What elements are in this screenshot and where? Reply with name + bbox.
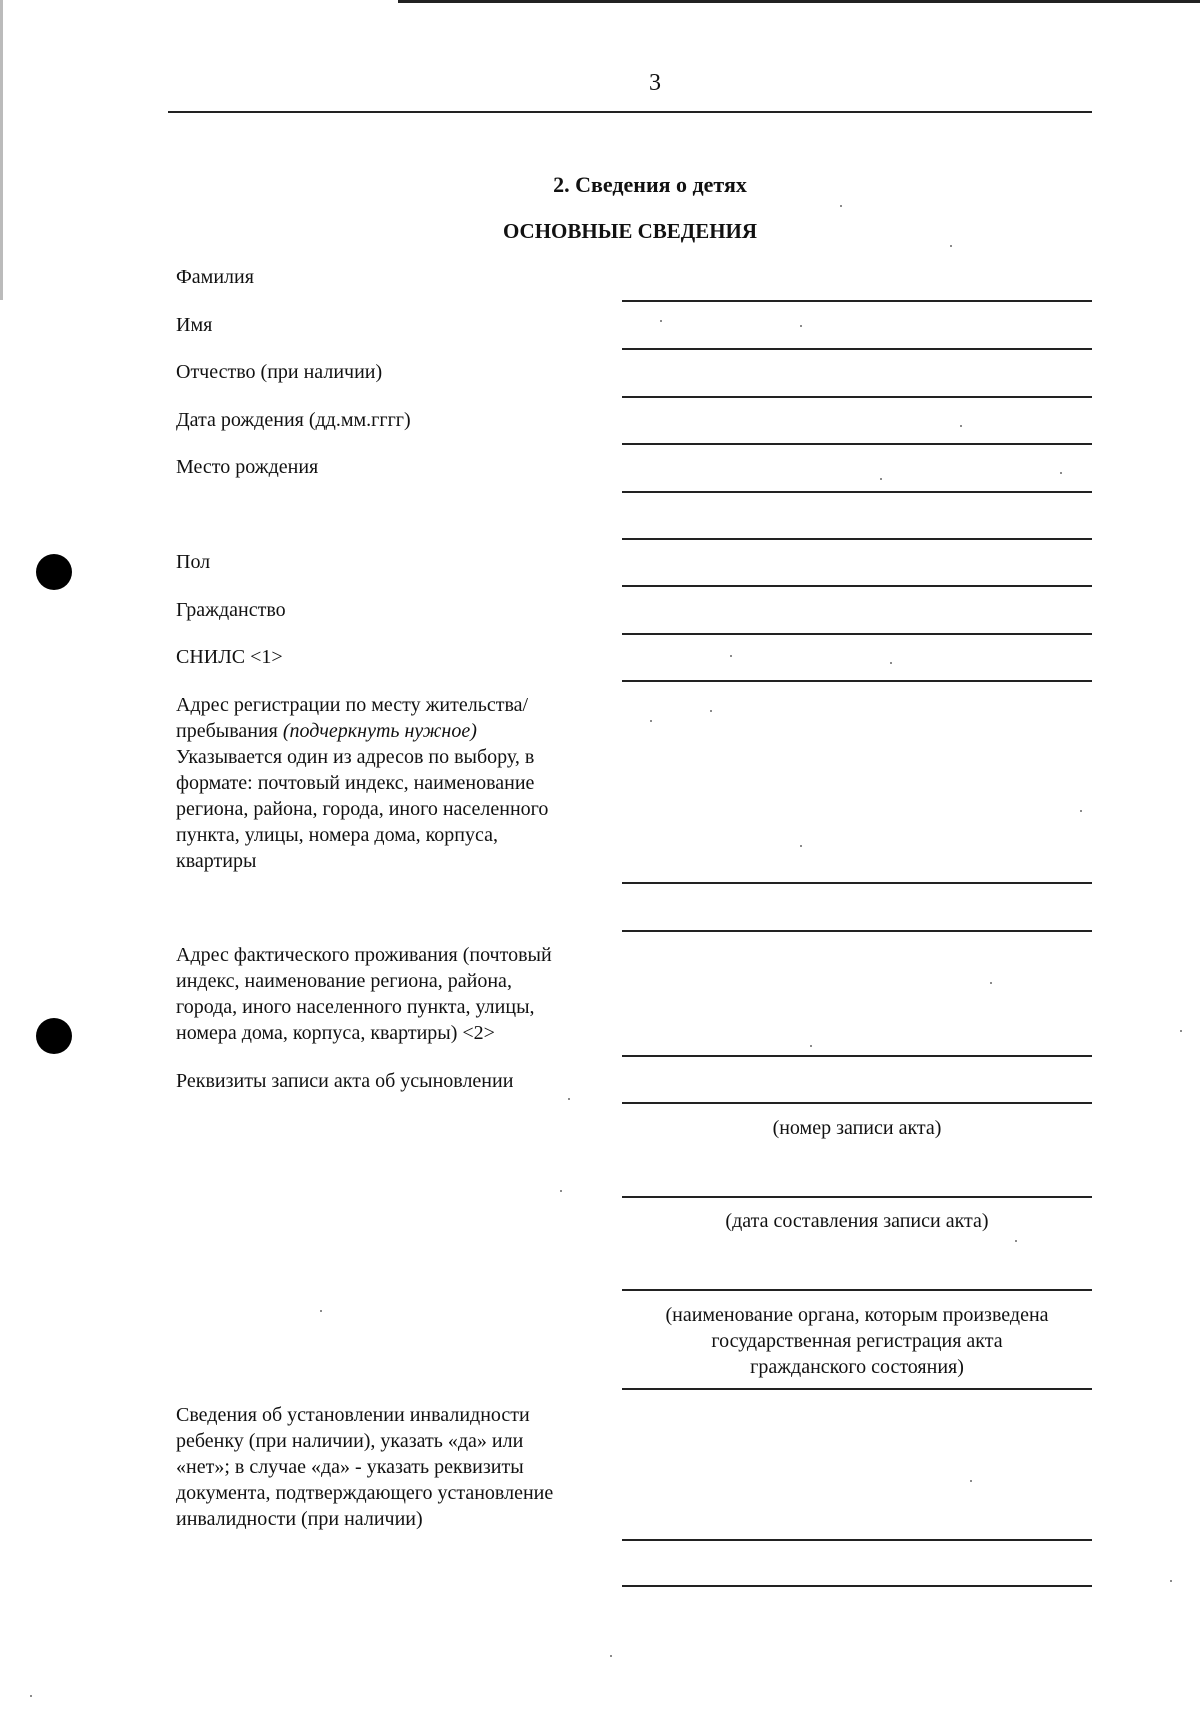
scan-speck: [560, 1190, 562, 1192]
scan-speck: [1015, 1240, 1017, 1242]
label-registration-address: Адрес регистрации по месту жительства/: [176, 694, 529, 716]
input-line-record-number[interactable]: [622, 1102, 1092, 1104]
label-actual-address: Адрес фактического проживания (почтовый: [176, 944, 552, 966]
input-line-birth-place-1[interactable]: [622, 491, 1092, 493]
label-birth-place: Место рождения: [176, 456, 319, 478]
label-actual-address-line: индекс, наименование региона, района,: [176, 970, 512, 992]
scan-speck: [880, 478, 882, 480]
input-line-actual-address[interactable]: [622, 1055, 1092, 1057]
input-line-record-date[interactable]: [622, 1196, 1092, 1198]
subsection-title: ОСНОВНЫЕ СВЕДЕНИЯ: [502, 219, 758, 243]
label-birth-date: Дата рождения (дд.мм.гггг): [176, 409, 411, 431]
scan-edge-left: [0, 0, 3, 300]
scan-speck: [1170, 1580, 1172, 1582]
label-adoption-record: Реквизиты записи акта об усыновлении: [176, 1070, 514, 1092]
label-name: Имя: [176, 314, 213, 336]
scan-speck: [970, 1480, 972, 1482]
scan-speck: [800, 845, 802, 847]
scan-speck: [950, 245, 952, 247]
caption-authority-line: гражданского состояния): [750, 1356, 964, 1378]
scan-speck: [960, 425, 962, 427]
input-line-registration-authority[interactable]: [622, 1289, 1092, 1291]
label-registration-address-line2: пребывания (подчеркнуть нужное): [176, 720, 477, 742]
input-line-registration-address-1[interactable]: [622, 882, 1092, 884]
punch-hole: [36, 1018, 72, 1054]
scan-speck: [1080, 810, 1082, 812]
input-line-citizenship[interactable]: [622, 633, 1092, 635]
input-line-name[interactable]: [622, 348, 1092, 350]
scan-speck: [650, 720, 652, 722]
registration-address-note-line: пункта, улицы, номера дома, корпуса,: [176, 824, 498, 846]
caption-authority-line: (наименование органа, которым произведена: [665, 1304, 1049, 1326]
label-snils: СНИЛС <1>: [176, 646, 283, 668]
label-disability-line: «нет»; в случае «да» - указать реквизиты: [176, 1456, 524, 1478]
scan-speck: [990, 982, 992, 984]
scan-speck: [810, 1045, 812, 1047]
label-citizenship: Гражданство: [176, 599, 286, 621]
authority-underline[interactable]: [622, 1388, 1092, 1390]
label-disability-line: документа, подтверждающего установление: [176, 1482, 554, 1504]
scan-speck: [800, 325, 802, 327]
input-line-snils[interactable]: [622, 680, 1092, 682]
scan-speck: [840, 205, 842, 207]
label-surname: Фамилия: [176, 266, 254, 288]
scan-speck: [610, 1655, 612, 1657]
scan-speck: [1060, 472, 1062, 474]
scan-speck: [710, 710, 712, 712]
input-line-registration-address-2[interactable]: [622, 930, 1092, 932]
label-disability: Сведения об установлении инвалидности: [176, 1404, 530, 1426]
scan-speck: [730, 655, 732, 657]
scan-speck: [320, 1310, 322, 1312]
page-number: 3: [649, 70, 661, 96]
scan-speck: [660, 320, 662, 322]
registration-address-note-line: формате: почтовый индекс, наименование: [176, 772, 535, 794]
label-actual-address-line: номера дома, корпуса, квартиры) <2>: [176, 1022, 495, 1044]
caption-record-date: (дата составления записи акта): [725, 1210, 989, 1232]
label-disability-line: ребенку (при наличии), указать «да» или: [176, 1430, 524, 1452]
input-line-birth-place-2[interactable]: [622, 538, 1092, 540]
input-line-patronymic[interactable]: [622, 396, 1092, 398]
label-sex: Пол: [176, 551, 211, 573]
input-line-surname[interactable]: [622, 300, 1092, 302]
header-rule: [168, 111, 1092, 113]
label-actual-address-line: города, иного населенного пункта, улицы,: [176, 996, 535, 1018]
label-disability-line: инвалидности (при наличии): [176, 1508, 423, 1530]
input-line-sex[interactable]: [622, 585, 1092, 587]
punch-hole: [36, 554, 72, 590]
underline-hint: (подчеркнуть нужное): [282, 720, 477, 742]
registration-address-note-line: Указывается один из адресов по выбору, в: [176, 746, 535, 768]
scan-speck: [568, 1098, 570, 1100]
scan-speck: [30, 1695, 32, 1697]
input-line-disability-2[interactable]: [622, 1585, 1092, 1587]
scan-speck: [890, 662, 892, 664]
input-line-birth-date[interactable]: [622, 443, 1092, 445]
registration-address-note-line: региона, района, города, иного населенного: [176, 798, 549, 820]
section-title: 2. Сведения о детях: [553, 172, 747, 197]
registration-address-note-line: квартиры: [176, 850, 257, 872]
scan-speck: [1180, 1030, 1182, 1032]
label-patronymic: Отчество (при наличии): [176, 361, 383, 383]
scan-edge-top: [398, 0, 1200, 3]
caption-record-number: (номер записи акта): [772, 1117, 942, 1139]
input-line-disability-1[interactable]: [622, 1539, 1092, 1541]
caption-authority-line: государственная регистрация акта: [711, 1330, 1003, 1352]
